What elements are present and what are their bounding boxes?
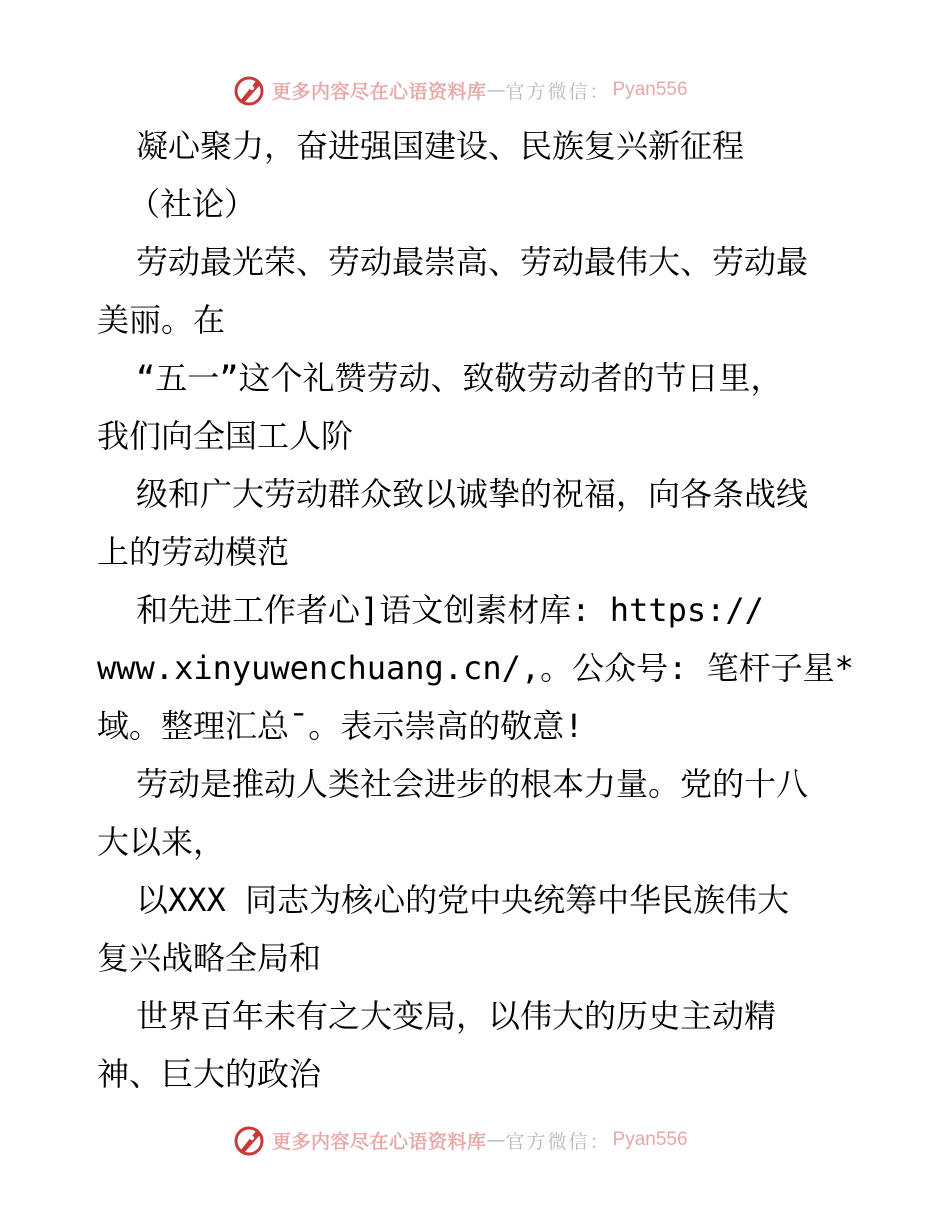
pen-nib-logo-icon xyxy=(232,1123,266,1157)
article-title: 凝心聚力，奋进强国建设、民族复兴新征程 xyxy=(136,127,745,165)
paragraph-line: 神、巨大的政治 xyxy=(97,1055,322,1093)
paragraph-line: 级和广大劳动群众致以诚挚的祝福，向各条战线 xyxy=(136,475,809,513)
paragraph-line: 复兴战略全局和 xyxy=(97,939,322,977)
paragraph-line: 世界百年未有之大变局，以伟大的历史主动精 xyxy=(136,997,777,1035)
banner-text: 更多内容尽在心语资料库 xyxy=(272,1130,487,1153)
paragraph-line: “五一”这个礼赞劳动、致敬劳动者的节日里， xyxy=(136,359,783,397)
pen-nib-logo-icon xyxy=(232,73,266,107)
paragraph-line: 和先进工作者心]语文创素材库: https:// xyxy=(136,591,764,629)
paragraph-line: 域。整理汇总¯。表示崇高的敬意! xyxy=(97,707,584,745)
paragraph-line: 大以来， xyxy=(97,823,226,861)
header-banner xyxy=(232,72,688,108)
paragraph-line: 以XXX 同志为核心的党中央统筹中华民族伟大 xyxy=(136,881,790,919)
article-subtitle: （社论） xyxy=(128,185,257,223)
banner-wechat-id: Pyan556 xyxy=(612,1129,688,1150)
banner-wechat-label: 官方微信： xyxy=(505,80,611,103)
banner-wechat-id: Pyan556 xyxy=(612,79,688,100)
paragraph-line: www.xinyuwenchuang.cn/,。公众号: 笔杆子星* xyxy=(97,649,854,687)
paragraph-line: 上的劳动模范 xyxy=(97,533,290,571)
banner-text: 更多内容尽在心语资料库 xyxy=(272,80,487,103)
banner-dash: — xyxy=(486,79,506,101)
footer-banner xyxy=(232,1122,688,1158)
paragraph-line: 劳动最光荣、劳动最崇高、劳动最伟大、劳动最 xyxy=(136,243,809,281)
paragraph-line: 劳动是推动人类社会进步的根本力量。党的十八 xyxy=(136,765,809,803)
banner-wechat-label: 官方微信： xyxy=(505,1130,611,1153)
paragraph-line: 我们向全国工人阶 xyxy=(97,417,354,455)
paragraph-line: 美丽。在 xyxy=(97,301,226,339)
banner-dash: — xyxy=(486,1129,506,1151)
